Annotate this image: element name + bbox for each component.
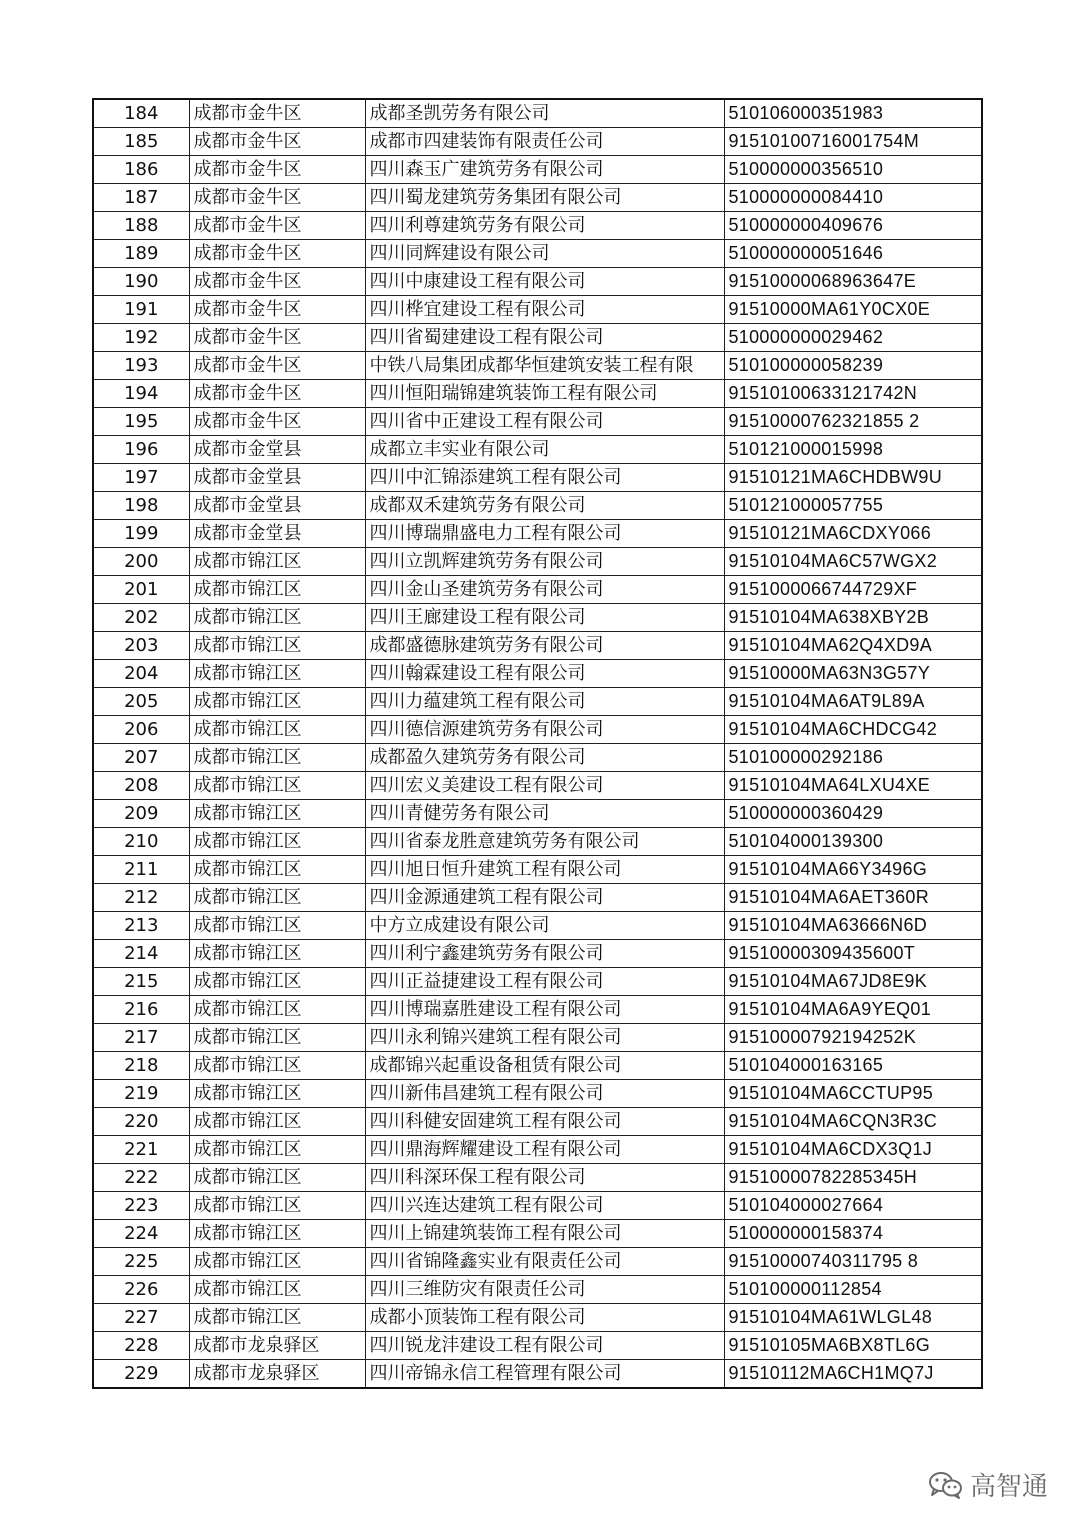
table-row [93, 884, 982, 912]
company-name-cell: 成都立丰实业有限公司 [365, 436, 724, 464]
district-cell: 成都市锦江区 [189, 968, 365, 996]
table-row [93, 240, 982, 268]
district-cell: 成都市锦江区 [189, 1164, 365, 1192]
district-cell: 成都市锦江区 [189, 632, 365, 660]
table-row [93, 324, 982, 352]
credit-code-cell: 91510104MA64LXU4XE [724, 772, 982, 800]
district-cell: 成都市锦江区 [189, 772, 365, 800]
credit-code-cell: 510100000112854 [724, 1276, 982, 1304]
district-cell: 成都市锦江区 [189, 688, 365, 716]
credit-code-cell: 510000000158374 [724, 1220, 982, 1248]
table-row [93, 688, 982, 716]
company-name-cell: 四川金山圣建筑劳务有限公司 [365, 576, 724, 604]
company-name-cell: 成都盛德脉建筑劳务有限公司 [365, 632, 724, 660]
district-cell: 成都市锦江区 [189, 940, 365, 968]
district-cell: 成都市锦江区 [189, 1304, 365, 1332]
row-number: 192 [93, 324, 189, 352]
credit-code-cell: 91510104MA6AT9L89A [724, 688, 982, 716]
credit-code-cell: 510104000163165 [724, 1052, 982, 1080]
table-row [93, 520, 982, 548]
company-name-cell: 四川省中正建设工程有限公司 [365, 408, 724, 436]
row-number: 191 [93, 296, 189, 324]
table-row [93, 1136, 982, 1164]
table-row [93, 408, 982, 436]
credit-code-cell: 91510121MA6CDXY066 [724, 520, 982, 548]
table-row [93, 772, 982, 800]
table-row [93, 548, 982, 576]
table-row [93, 128, 982, 156]
district-cell: 成都市金牛区 [189, 352, 365, 380]
company-name-cell: 四川桦宜建设工程有限公司 [365, 296, 724, 324]
credit-code-cell: 91510104MA6CDX3Q1J [724, 1136, 982, 1164]
row-number: 223 [93, 1192, 189, 1220]
company-name-cell: 成都锦兴起重设备租赁有限公司 [365, 1052, 724, 1080]
table-row [93, 1248, 982, 1276]
table-row [93, 716, 982, 744]
table-row [93, 1192, 982, 1220]
row-number: 213 [93, 912, 189, 940]
district-cell: 成都市锦江区 [189, 1108, 365, 1136]
row-number: 186 [93, 156, 189, 184]
company-name-cell: 四川青健劳务有限公司 [365, 800, 724, 828]
district-cell: 成都市锦江区 [189, 660, 365, 688]
district-cell: 成都市锦江区 [189, 1276, 365, 1304]
district-cell: 成都市锦江区 [189, 996, 365, 1024]
table-row [93, 800, 982, 828]
credit-code-cell: 510121000057755 [724, 492, 982, 520]
table-row [93, 464, 982, 492]
company-name-cell: 四川科健安固建筑工程有限公司 [365, 1108, 724, 1136]
table-row [93, 604, 982, 632]
company-name-cell: 四川帝锦永信工程管理有限公司 [365, 1360, 724, 1389]
row-number: 220 [93, 1108, 189, 1136]
table-row [93, 296, 982, 324]
credit-code-cell: 91510000MA61Y0CX0E [724, 296, 982, 324]
district-cell: 成都市锦江区 [189, 576, 365, 604]
row-number: 226 [93, 1276, 189, 1304]
row-number: 207 [93, 744, 189, 772]
credit-code-cell: 510000000360429 [724, 800, 982, 828]
row-number: 209 [93, 800, 189, 828]
row-number: 219 [93, 1080, 189, 1108]
credit-code-cell: 91510100716001754M [724, 128, 982, 156]
company-name-cell: 四川省泰龙胜意建筑劳务有限公司 [365, 828, 724, 856]
company-name-cell: 成都小顶装饰工程有限公司 [365, 1304, 724, 1332]
row-number: 193 [93, 352, 189, 380]
credit-code-cell: 510000000084410 [724, 184, 982, 212]
table-row [93, 99, 982, 128]
district-cell: 成都市金牛区 [189, 268, 365, 296]
company-name-cell: 四川王廊建设工程有限公司 [365, 604, 724, 632]
table-row [93, 828, 982, 856]
row-number: 205 [93, 688, 189, 716]
row-number: 218 [93, 1052, 189, 1080]
table-row [93, 576, 982, 604]
table-row [93, 492, 982, 520]
wechat-icon [928, 1470, 964, 1500]
district-cell: 成都市锦江区 [189, 1080, 365, 1108]
district-cell: 成都市锦江区 [189, 744, 365, 772]
credit-code-cell: 510100000292186 [724, 744, 982, 772]
row-number: 229 [93, 1360, 189, 1389]
credit-code-cell: 510121000015998 [724, 436, 982, 464]
company-name-cell: 成都盈久建筑劳务有限公司 [365, 744, 724, 772]
company-name-cell: 成都市四建装饰有限责任公司 [365, 128, 724, 156]
district-cell: 成都市锦江区 [189, 1248, 365, 1276]
row-number: 224 [93, 1220, 189, 1248]
row-number: 228 [93, 1332, 189, 1360]
company-name-cell: 四川翰霖建设工程有限公司 [365, 660, 724, 688]
credit-code-cell: 91510104MA6CCTUP95 [724, 1080, 982, 1108]
table-row [93, 1360, 982, 1389]
credit-code-cell: 91510105MA6BX8TL6G [724, 1332, 982, 1360]
credit-code-cell: 91510104MA63666N6D [724, 912, 982, 940]
credit-code-cell: 91510104MA6A9YEQ01 [724, 996, 982, 1024]
company-name-cell: 四川正益捷建设工程有限公司 [365, 968, 724, 996]
company-name-cell: 四川立凯辉建筑劳务有限公司 [365, 548, 724, 576]
credit-code-cell: 510000000051646 [724, 240, 982, 268]
row-number: 189 [93, 240, 189, 268]
table-row [93, 1164, 982, 1192]
district-cell: 成都市金牛区 [189, 156, 365, 184]
row-number: 190 [93, 268, 189, 296]
credit-code-cell: 91510100633121742N [724, 380, 982, 408]
company-name-cell: 四川省蜀建建设工程有限公司 [365, 324, 724, 352]
district-cell: 成都市锦江区 [189, 856, 365, 884]
district-cell: 成都市锦江区 [189, 1192, 365, 1220]
row-number: 217 [93, 1024, 189, 1052]
company-name-cell: 四川永利锦兴建筑工程有限公司 [365, 1024, 724, 1052]
row-number: 185 [93, 128, 189, 156]
row-number: 194 [93, 380, 189, 408]
table-row [93, 856, 982, 884]
row-number: 187 [93, 184, 189, 212]
company-name-cell: 成都圣凯劳务有限公司 [365, 99, 724, 128]
district-cell: 成都市锦江区 [189, 1024, 365, 1052]
table-row [93, 632, 982, 660]
row-number: 216 [93, 996, 189, 1024]
district-cell: 成都市金牛区 [189, 184, 365, 212]
company-name-cell: 四川森玉广建筑劳务有限公司 [365, 156, 724, 184]
row-number: 200 [93, 548, 189, 576]
district-cell: 成都市锦江区 [189, 828, 365, 856]
company-name-cell: 四川省锦隆鑫实业有限责任公司 [365, 1248, 724, 1276]
table-row [93, 1108, 982, 1136]
district-cell: 成都市锦江区 [189, 800, 365, 828]
credit-code-cell: 91510104MA62Q4XD9A [724, 632, 982, 660]
credit-code-cell: 510104000139300 [724, 828, 982, 856]
district-cell: 成都市锦江区 [189, 716, 365, 744]
row-number: 206 [93, 716, 189, 744]
credit-code-cell: 91510104MA6AET360R [724, 884, 982, 912]
table-row [93, 184, 982, 212]
credit-code-cell: 510100000058239 [724, 352, 982, 380]
district-cell: 成都市锦江区 [189, 1136, 365, 1164]
district-cell: 成都市金牛区 [189, 240, 365, 268]
company-name-cell: 四川利尊建筑劳务有限公司 [365, 212, 724, 240]
table-row [93, 912, 982, 940]
table-row [93, 968, 982, 996]
row-number: 221 [93, 1136, 189, 1164]
row-number: 201 [93, 576, 189, 604]
credit-code-cell: 91510104MA638XBY2B [724, 604, 982, 632]
credit-code-cell: 510000000356510 [724, 156, 982, 184]
company-name-cell: 四川蜀龙建筑劳务集团有限公司 [365, 184, 724, 212]
row-number: 211 [93, 856, 189, 884]
company-name-cell: 四川兴连达建筑工程有限公司 [365, 1192, 724, 1220]
row-number: 204 [93, 660, 189, 688]
watermark-text: 高智通 [970, 1472, 1049, 1502]
table-row [93, 156, 982, 184]
credit-code-cell: 91510000762321855 2 [724, 408, 982, 436]
district-cell: 成都市金牛区 [189, 408, 365, 436]
credit-code-cell: 510000000409676 [724, 212, 982, 240]
company-name-cell: 四川金源通建筑工程有限公司 [365, 884, 724, 912]
district-cell: 成都市锦江区 [189, 548, 365, 576]
row-number: 215 [93, 968, 189, 996]
table-row [93, 268, 982, 296]
row-number: 222 [93, 1164, 189, 1192]
company-name-cell: 四川力蕴建筑工程有限公司 [365, 688, 724, 716]
company-name-cell: 四川博瑞嘉胜建设工程有限公司 [365, 996, 724, 1024]
row-number: 225 [93, 1248, 189, 1276]
company-name-cell: 四川三维防灾有限责任公司 [365, 1276, 724, 1304]
credit-code-cell: 91510104MA66Y3496G [724, 856, 982, 884]
row-number: 208 [93, 772, 189, 800]
table-row [93, 1304, 982, 1332]
row-number: 197 [93, 464, 189, 492]
company-name-cell: 四川旭日恒升建筑工程有限公司 [365, 856, 724, 884]
company-name-cell: 四川同辉建设有限公司 [365, 240, 724, 268]
credit-code-cell: 91510000782285345H [724, 1164, 982, 1192]
district-cell: 成都市金堂县 [189, 436, 365, 464]
district-cell: 成都市锦江区 [189, 884, 365, 912]
table-row [93, 660, 982, 688]
district-cell: 成都市锦江区 [189, 1052, 365, 1080]
row-number: 203 [93, 632, 189, 660]
table-row [93, 1332, 982, 1360]
credit-code-cell: 91510000740311795 8 [724, 1248, 982, 1276]
credit-code-cell: 91510000792194252K [724, 1024, 982, 1052]
table-row [93, 1276, 982, 1304]
row-number: 195 [93, 408, 189, 436]
company-name-cell: 成都双禾建筑劳务有限公司 [365, 492, 724, 520]
credit-code-cell: 91510121MA6CHDBW9U [724, 464, 982, 492]
district-cell: 成都市金堂县 [189, 464, 365, 492]
row-number: 196 [93, 436, 189, 464]
company-name-cell: 四川锐龙沣建设工程有限公司 [365, 1332, 724, 1360]
table-row [93, 212, 982, 240]
district-cell: 成都市金牛区 [189, 380, 365, 408]
table-body [93, 99, 982, 1388]
district-cell: 成都市金堂县 [189, 492, 365, 520]
table-row [93, 380, 982, 408]
credit-code-cell: 91510104MA6CHDCG42 [724, 716, 982, 744]
row-number: 188 [93, 212, 189, 240]
credit-code-cell: 91510000309435600T [724, 940, 982, 968]
row-number: 214 [93, 940, 189, 968]
company-name-cell: 四川博瑞鼎盛电力工程有限公司 [365, 520, 724, 548]
company-table [92, 98, 983, 1389]
company-name-cell: 四川新伟昌建筑工程有限公司 [365, 1080, 724, 1108]
credit-code-cell: 510000000029462 [724, 324, 982, 352]
company-name-cell: 四川恒阳瑞锦建筑装饰工程有限公司 [365, 380, 724, 408]
credit-code-cell: 510104000027664 [724, 1192, 982, 1220]
row-number: 199 [93, 520, 189, 548]
credit-code-cell: 510106000351983 [724, 99, 982, 128]
credit-code-cell: 91510112MA6CH1MQ7J [724, 1360, 982, 1389]
credit-code-cell: 91510104MA67JD8E9K [724, 968, 982, 996]
credit-code-cell: 91510000MA63N3G57Y [724, 660, 982, 688]
company-name-cell: 四川科深环保工程有限公司 [365, 1164, 724, 1192]
credit-code-cell: 91510104MA61WLGL48 [724, 1304, 982, 1332]
district-cell: 成都市金堂县 [189, 520, 365, 548]
table-row [93, 940, 982, 968]
row-number: 198 [93, 492, 189, 520]
company-name-cell: 中铁八局集团成都华恒建筑安装工程有限 [365, 352, 724, 380]
company-name-cell: 四川鼎海辉耀建设工程有限公司 [365, 1136, 724, 1164]
company-name-cell: 四川宏义美建设工程有限公司 [365, 772, 724, 800]
company-name-cell: 中方立成建设有限公司 [365, 912, 724, 940]
table-row [93, 1220, 982, 1248]
row-number: 227 [93, 1304, 189, 1332]
district-cell: 成都市金牛区 [189, 128, 365, 156]
district-cell: 成都市金牛区 [189, 324, 365, 352]
table-row [93, 1024, 982, 1052]
table-row [93, 996, 982, 1024]
row-number: 184 [93, 99, 189, 128]
district-cell: 成都市锦江区 [189, 604, 365, 632]
district-cell: 成都市锦江区 [189, 912, 365, 940]
table-row [93, 1052, 982, 1080]
company-name-cell: 四川中康建设工程有限公司 [365, 268, 724, 296]
district-cell: 成都市龙泉驿区 [189, 1360, 365, 1389]
district-cell: 成都市锦江区 [189, 1220, 365, 1248]
district-cell: 成都市金牛区 [189, 296, 365, 324]
row-number: 210 [93, 828, 189, 856]
company-name-cell: 四川德信源建筑劳务有限公司 [365, 716, 724, 744]
district-cell: 成都市龙泉驿区 [189, 1332, 365, 1360]
company-name-cell: 四川利宁鑫建筑劳务有限公司 [365, 940, 724, 968]
credit-code-cell: 91510104MA6CQN3R3C [724, 1108, 982, 1136]
table-row [93, 436, 982, 464]
company-name-cell: 四川上锦建筑装饰工程有限公司 [365, 1220, 724, 1248]
credit-code-cell: 91510000068963647E [724, 268, 982, 296]
company-name-cell: 四川中汇锦添建筑工程有限公司 [365, 464, 724, 492]
credit-code-cell: 91510104MA6C57WGX2 [724, 548, 982, 576]
row-number: 202 [93, 604, 189, 632]
row-number: 212 [93, 884, 189, 912]
district-cell: 成都市金牛区 [189, 212, 365, 240]
table-row [93, 744, 982, 772]
watermark [928, 1466, 1048, 1503]
credit-code-cell: 9151000066744729XF [724, 576, 982, 604]
district-cell: 成都市金牛区 [189, 99, 365, 128]
table-row [93, 1080, 982, 1108]
table-row [93, 352, 982, 380]
